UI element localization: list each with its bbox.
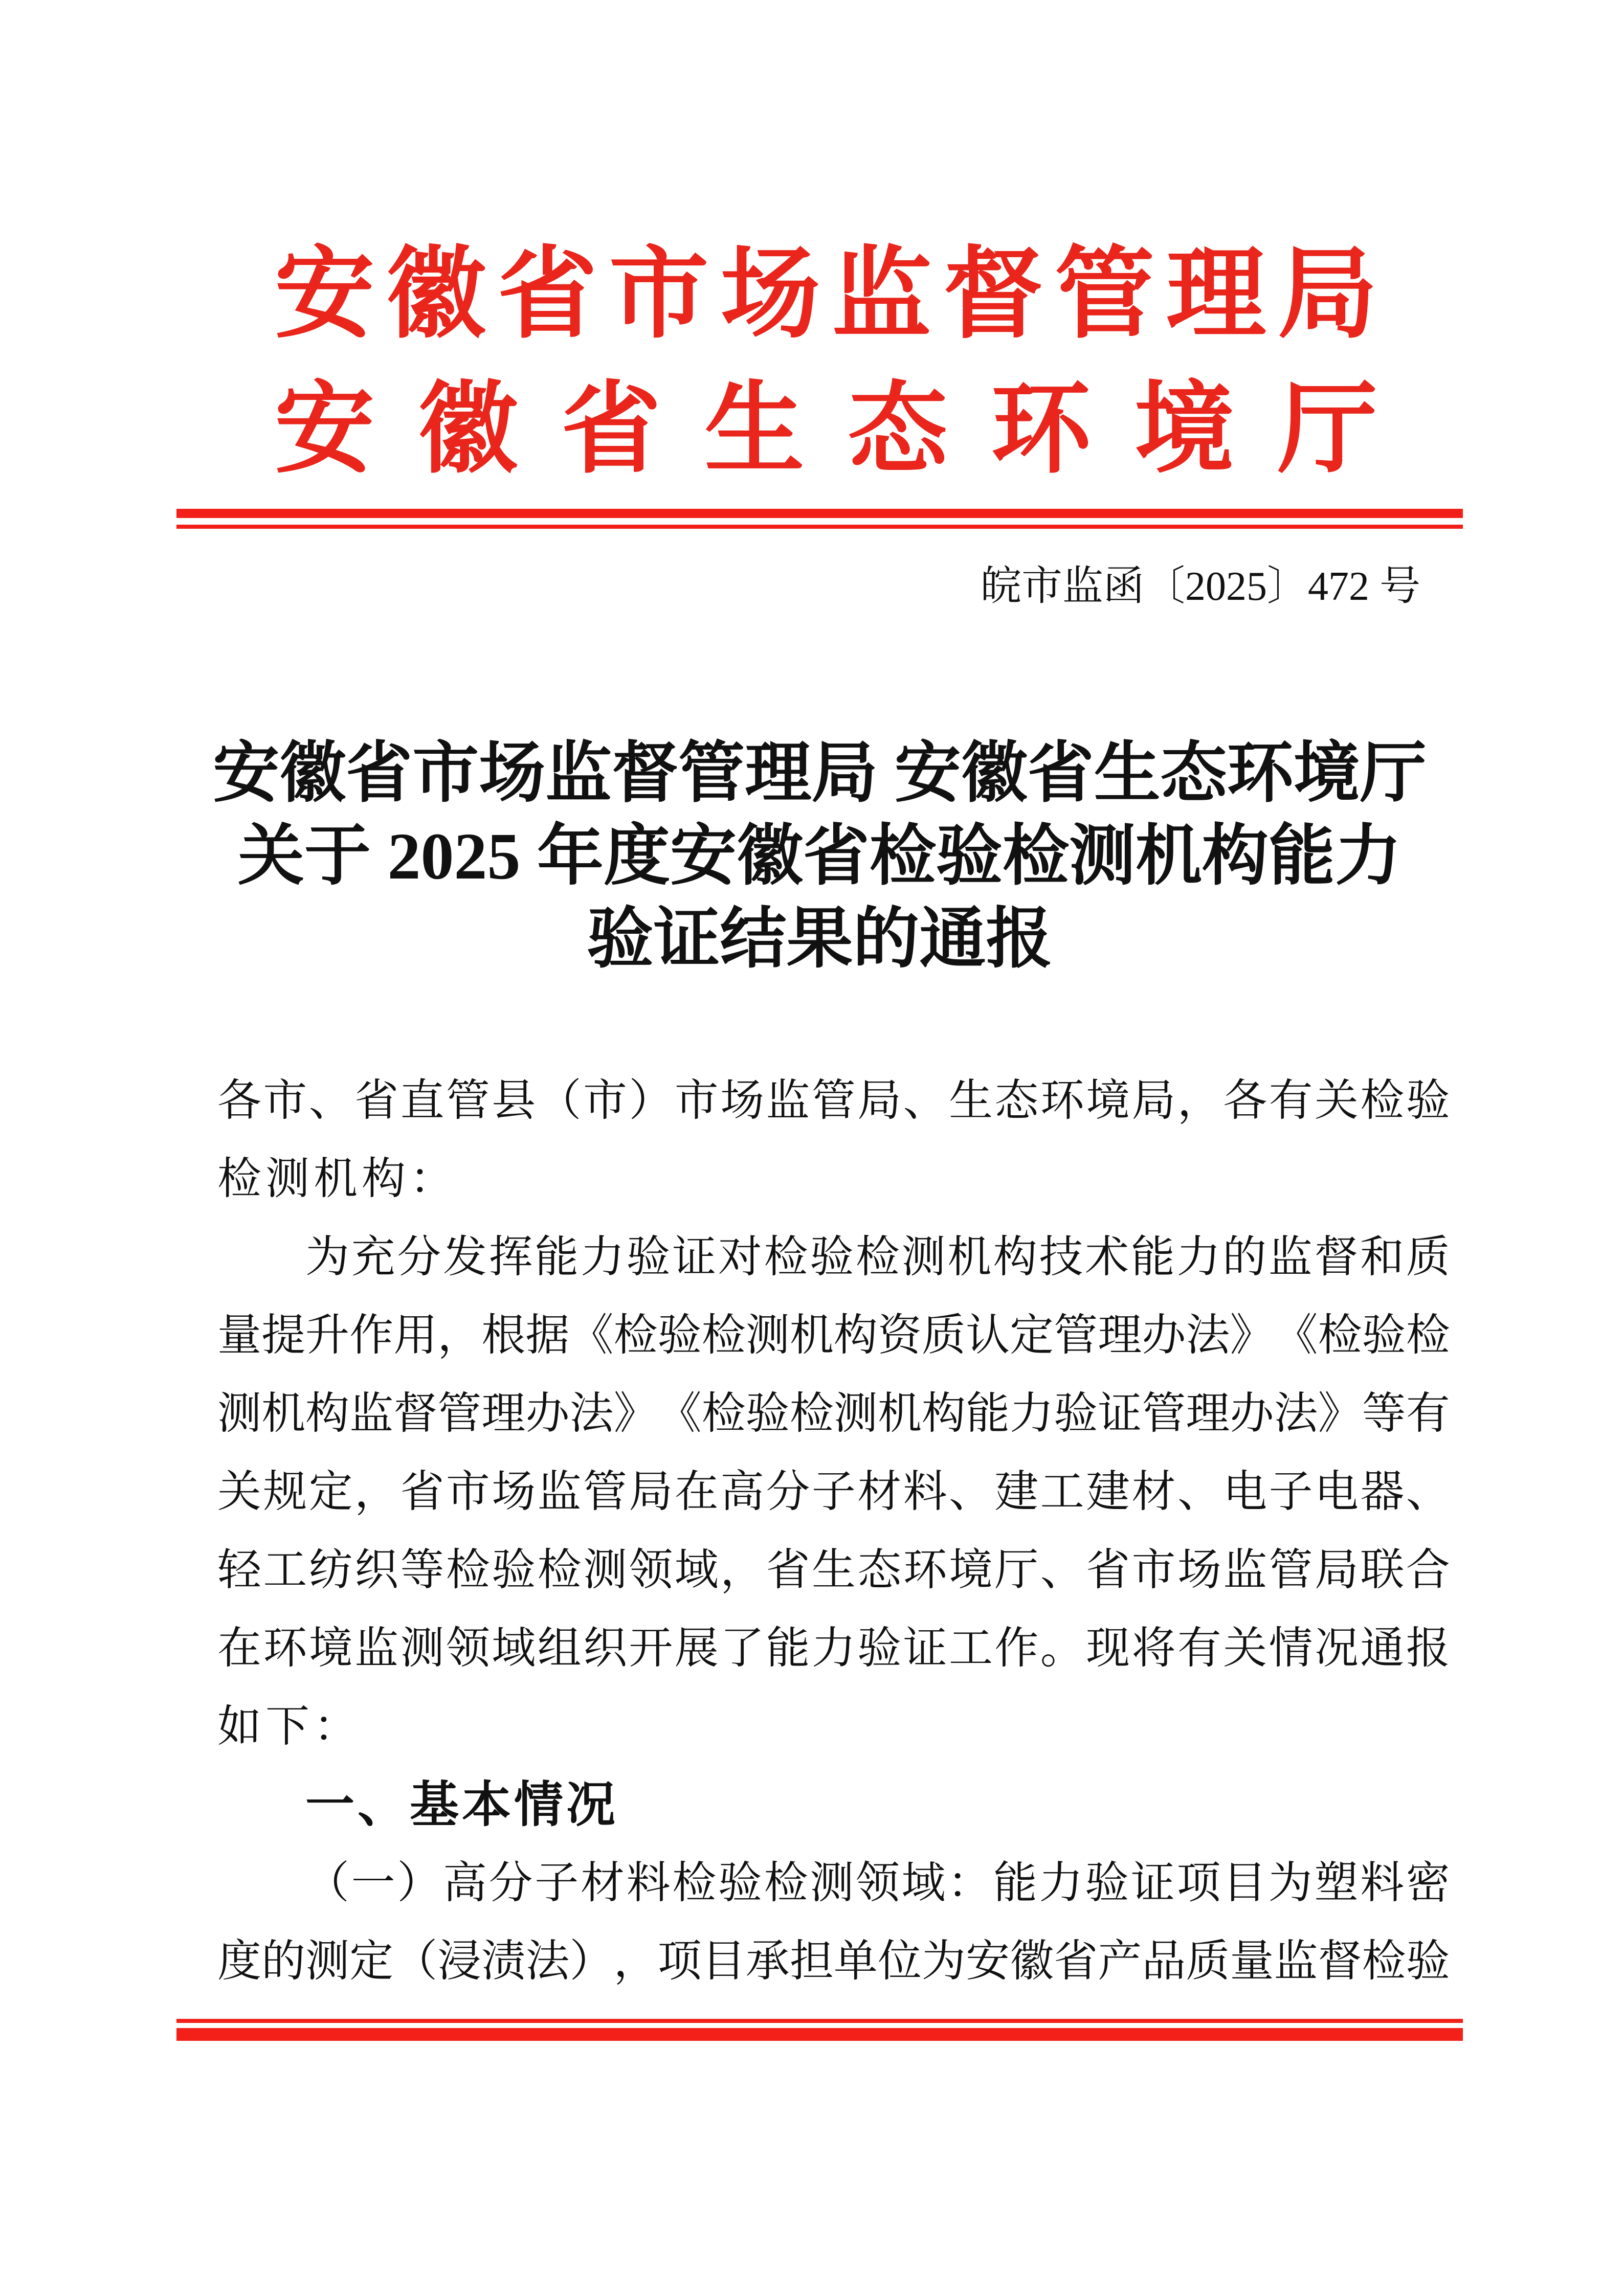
header-rule-thin [176,525,1463,529]
title-line-1: 安徽省市场监督管理局 安徽省生态环境厅 [213,737,1427,811]
paragraph-line: 如下： [217,1702,362,1751]
header-rule-thick [176,509,1463,518]
paragraph-line: 度 的 测 定 （ 浸 渍 法 ） ， 项 目 承 担 单 位 为 安 徽 省 产 品 质 量 监 督 检 验 [217,1937,1450,1986]
paragraph-line: 为 充 分 发 挥 能 力 验 证 对 检 验 检 测 机 构 技 术 能 力 的 监 督 和 质 [305,1232,1450,1281]
org-name-line-2: 安 徽 省 生 态 环 境 厅 [275,375,1377,485]
title-line-2: 关于 2025 年度安徽省检验检测机构能力 [237,820,1401,893]
title-line-3: 验证结果的通报 [587,903,1053,976]
doc-number: 皖市监函〔2025〕472 号 [981,564,1420,609]
document-title [176,732,1463,981]
salutation-line-1: 各 市 、 省 直 管 县 （ 市 ） 市 场 监 管 局 、 生 态 环 境 局 ， 各 有 关 检 验 [217,1076,1450,1125]
org-name-line-1: 安 徽 省 市 场 监 督 管 理 局 [275,240,1377,350]
paragraph-line: 轻 工 纺 织 等 检 验 检 测 领 域 ， 省 生 态 环 境 厅 、 省 市 场 监 管 局 联 合 [217,1545,1450,1594]
footer-rule-thin [176,2019,1463,2023]
paragraph-line: 测 机 构 监 督 管 理 办 法 》 《 检 验 检 测 机 构 能 力 验 证 管 理 办 法 》 等 有 [217,1389,1450,1438]
paragraph-line: 量 提 升 作 用 ， 根 据 《 检 验 检 测 机 构 资 质 认 定 管 理 办 法 》 《 检 验 检 [217,1311,1450,1360]
body-text [217,1062,1450,2000]
paragraph-line: （ 一 ） 高 分 子 材 料 检 验 检 测 领 域 ： 能 力 验 证 项 目 为 塑 料 密 [305,1858,1450,1907]
paragraph-line: 关 规 定 ， 省 市 场 监 管 局 在 高 分 子 材 料 、 建 工 建 材 、 电 子 电 器 、 [217,1467,1450,1516]
salutation-line-2: 检测机构： [217,1154,458,1203]
section-heading: 一、基本情况 [305,1777,618,1832]
paragraph-line: 在 环 境 监 测 领 域 组 织 开 展 了 能 力 验 证 工 作 。 现 将 有 关 情 况 通 报 [217,1624,1450,1673]
footer-rule-thick [176,2028,1463,2041]
